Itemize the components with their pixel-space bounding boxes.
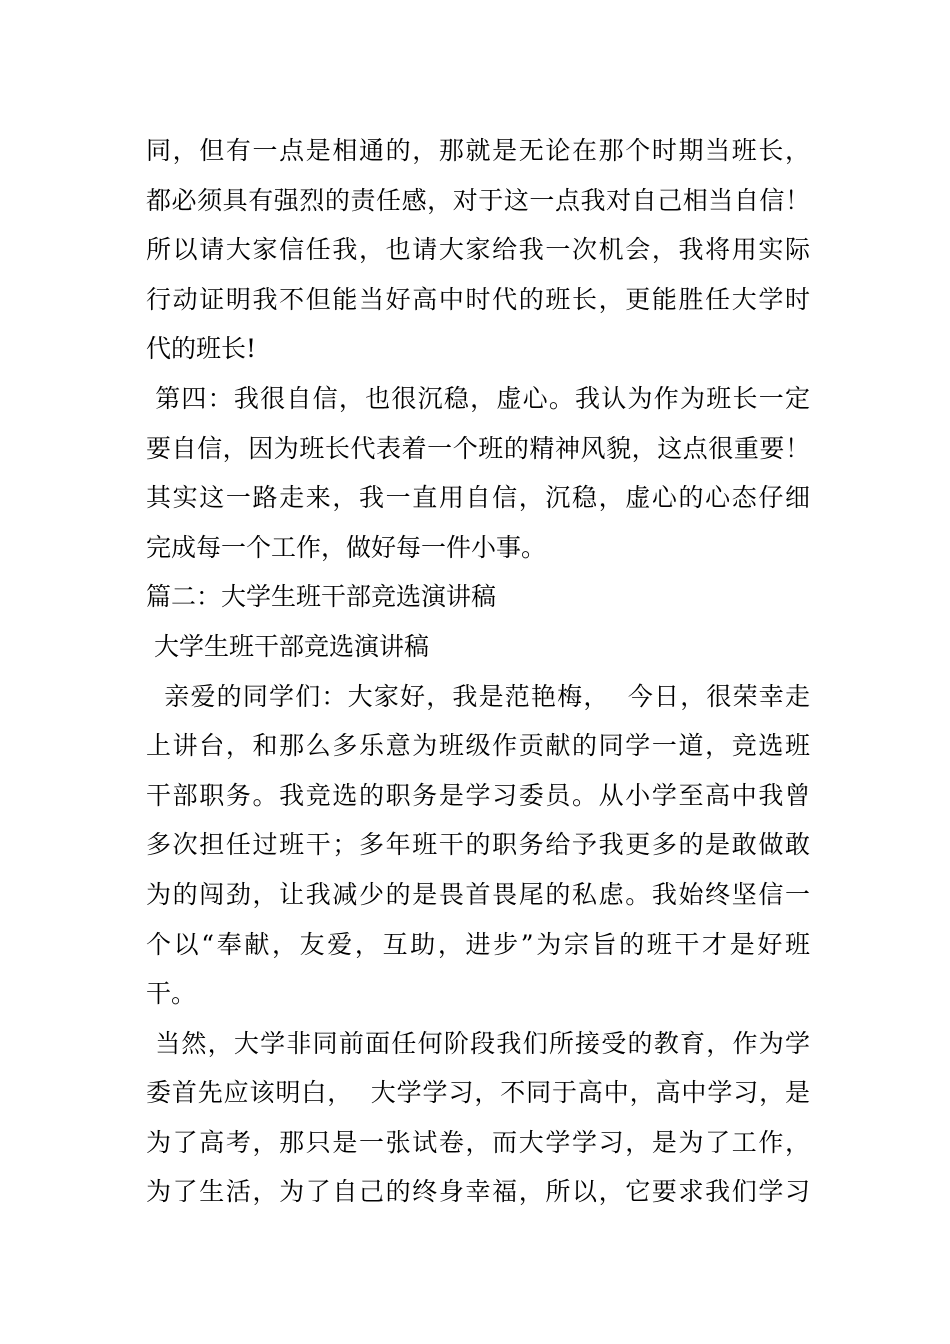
text-line: 为了生活，为了自己的终身幸福，所以，它要求我们学习 [146,1177,810,1207]
text-line: 委首先应该明白， 大学学习，不同于高中，高中学习，是 [146,1078,810,1108]
text-line: 完成每一个工作，做好每一件小事。 [146,532,547,562]
document-body [146,126,810,1217]
text-line: 亲爱的同学们：大家好，我是范艳梅， 今日，很荣幸走 [146,681,810,711]
text-line: 其实这一路走来，我一直用自信，沉稳，虚心的心态仔细 [146,483,810,513]
text-line: 干部职务。我竞选的职务是学习委员。从小学至高中我曾 [146,780,810,810]
text-line: 要自信，因为班长代表着一个班的精神风貌，这点很重要！ [146,433,810,463]
text-line: 为的闯劲，让我减少的是畏首畏尾的私虑。我始终坚信一 [146,879,810,909]
text-line: 个以“奉献，友爱，互助，进步”为宗旨的班干才是好班 [146,929,810,959]
text-line: 所以请大家信任我，也请大家给我一次机会，我将用实际 [146,235,810,265]
text-line: 行动证明我不但能当好高中时代的班长，更能胜任大学时 [146,284,810,314]
text-line: 为了高考，那只是一张试卷，而大学学习，是为了工作， [146,1127,810,1157]
text-line: 代的班长! [146,334,257,364]
text-line: 多次担任过班干；多年班干的职务给予我更多的是敢做敢 [146,830,810,860]
text-line: 干。 [146,979,197,1009]
text-line: 第四：我很自信，也很沉稳，虚心。我认为作为班长一定 [146,383,810,413]
text-line: 都必须具有强烈的责任感，对于这一点我对自己相当自信！ [146,185,810,215]
text-line: 上讲台，和那么多乐意为班级作贡献的同学一道，竞选班 [146,731,810,761]
text-line: 当然，大学非同前面任何阶段我们所接受的教育，作为学 [146,1028,810,1058]
speech-title: 大学生班干部竞选演讲稿 [146,631,429,661]
text-line: 同，但有一点是相通的，那就是无论在那个时期当班长， [146,136,810,165]
section-heading: 篇二：大学生班干部竞选演讲稿 [146,582,497,612]
